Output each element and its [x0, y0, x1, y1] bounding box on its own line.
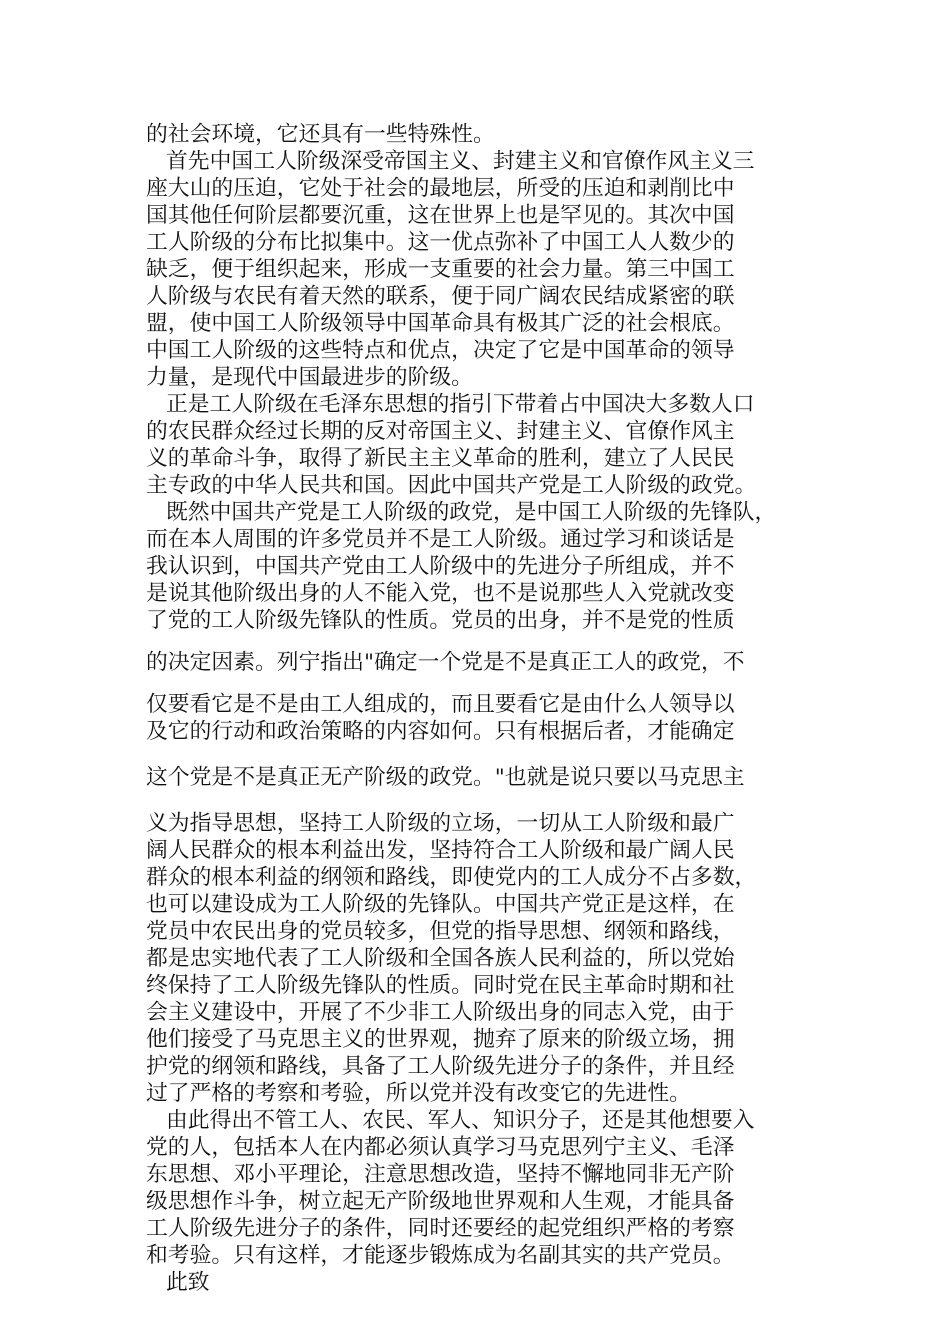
- text-line: 此致: [166, 1270, 210, 1295]
- text-line: 仅要看它是不是由工人组成的，而且要看它是由什么人领导以: [146, 692, 735, 717]
- text-line: 及它的行动和政治策略的内容如何。只有根据后者，才能确定: [146, 719, 735, 744]
- text-line: 首先中国工人阶级深受帝国主义、封建主义和官僚作风主义三: [166, 149, 755, 174]
- text-line: 我认识到，中国共产党由工人阶级中的先进分子所组成，并不: [146, 554, 735, 579]
- text-line: 国其他任何阶层都要沉重，这在世界上也是罕见的。其次中国: [146, 203, 735, 228]
- text-line: 党的人，包括本人在内都必须认真学习马克思列宁主义、毛泽: [146, 1135, 735, 1160]
- text-line: 中国工人阶级的这些特点和优点，决定了它是中国革命的领导: [146, 338, 735, 363]
- text-line: 义为指导思想，坚持工人阶级的立场，一切从工人阶级和最广: [146, 811, 735, 836]
- text-line: 也可以建设成为工人阶级的先锋队。中国共产党正是这样，在: [146, 892, 735, 917]
- text-line: 了党的工人阶级先锋队的性质。党员的出身，并不是党的性质: [146, 608, 735, 633]
- text-line: 群众的根本利益的纲领和路线，即使党内的工人成分不占多数，: [146, 865, 757, 890]
- text-line: 人阶级与农民有着天然的联系，便于同广阔农民结成紧密的联: [146, 284, 735, 309]
- text-line: 过了严格的考察和考验，所以党并没有改变它的先进性。: [146, 1081, 691, 1106]
- text-line: 缺乏，便于组织起来，形成一支重要的社会力量。第三中国工: [146, 257, 735, 282]
- text-line: 他们接受了马克思主义的世界观，抛弃了原来的阶级立场，拥: [146, 1027, 735, 1052]
- text-line: 盟，使中国工人阶级领导中国革命具有极其广泛的社会根底。: [146, 311, 735, 336]
- text-line: 这个党是不是真正无产阶级的政党。"也就是说只要以马克思主: [146, 765, 745, 790]
- text-line: 义的革命斗争，取得了新民主主义革命的胜利，建立了人民民: [146, 446, 735, 471]
- text-line: 是说其他阶级出身的人不能入党，也不是说那些人入党就改变: [146, 581, 735, 606]
- document-body: [146, 121, 826, 1296]
- text-line: 阔人民群众的根本利益出发，坚持符合工人阶级和最广阔人民: [146, 838, 735, 863]
- text-line: 而在本人周围的许多党员并不是工人阶级。通过学习和谈话是: [146, 527, 735, 552]
- text-line: 既然中国共产党是工人阶级的政党，是中国工人阶级的先锋队，: [166, 500, 777, 525]
- text-line: 和考验。只有这样，才能逐步锻炼成为名副其实的共产党员。: [146, 1243, 735, 1268]
- text-line: 力量，是现代中国最进步的阶级。: [146, 365, 473, 390]
- text-line: 主专政的中华人民共和国。因此中国共产党是工人阶级的政党。: [146, 473, 757, 498]
- text-line: 终保持了工人阶级先锋队的性质。同时党在民主革命时期和社: [146, 973, 735, 998]
- text-line: 东思想、邓小平理论，注意思想改造，坚持不懈地同非无产阶: [146, 1162, 735, 1187]
- paragraph-party-nature: [146, 499, 826, 1107]
- paragraph-revolution: [146, 391, 826, 499]
- text-line: 工人阶级先进分子的条件，同时还要经的起党组织严格的考察: [146, 1216, 735, 1241]
- text-line: 工人阶级的分布比拟集中。这一优点弥补了中国工人人数少的: [146, 230, 735, 255]
- text-line: 座大山的压迫，它处于社会的最地层，所受的压迫和剥削比中: [146, 176, 735, 201]
- text-line: 党员中农民出身的党员较多，但党的指导思想、纲领和路线，: [146, 919, 735, 944]
- text-line: 的决定因素。列宁指出"确定一个党是不是真正工人的政党，不: [146, 650, 745, 675]
- paragraph-continuation: [146, 121, 826, 148]
- closing-salutation: [146, 1269, 826, 1296]
- text-line: 的社会环境，它还具有一些特殊性。: [146, 122, 495, 147]
- text-line: 都是忠实地代表了工人阶级和全国各族人民利益的，所以党始: [146, 946, 735, 971]
- text-line: 护党的纲领和路线，具备了工人阶级先进分子的条件，并且经: [146, 1054, 735, 1079]
- paragraph-characteristics: [146, 148, 826, 391]
- text-line: 级思想作斗争，树立起无产阶级地世界观和人生观，才能具备: [146, 1189, 735, 1214]
- text-line: 正是工人阶级在毛泽东思想的指引下带着占中国决大多数人口: [166, 392, 755, 417]
- paragraph-conclusion: [146, 1107, 826, 1269]
- text-line: 由此得出不管工人、农民、军人、知识分子，还是其他想要入: [166, 1108, 755, 1133]
- text-line: 会主义建设中，开展了不少非工人阶级出身的同志入党，由于: [146, 1000, 735, 1025]
- text-line: 的农民群众经过长期的反对帝国主义、封建主义、官僚作风主: [146, 419, 735, 444]
